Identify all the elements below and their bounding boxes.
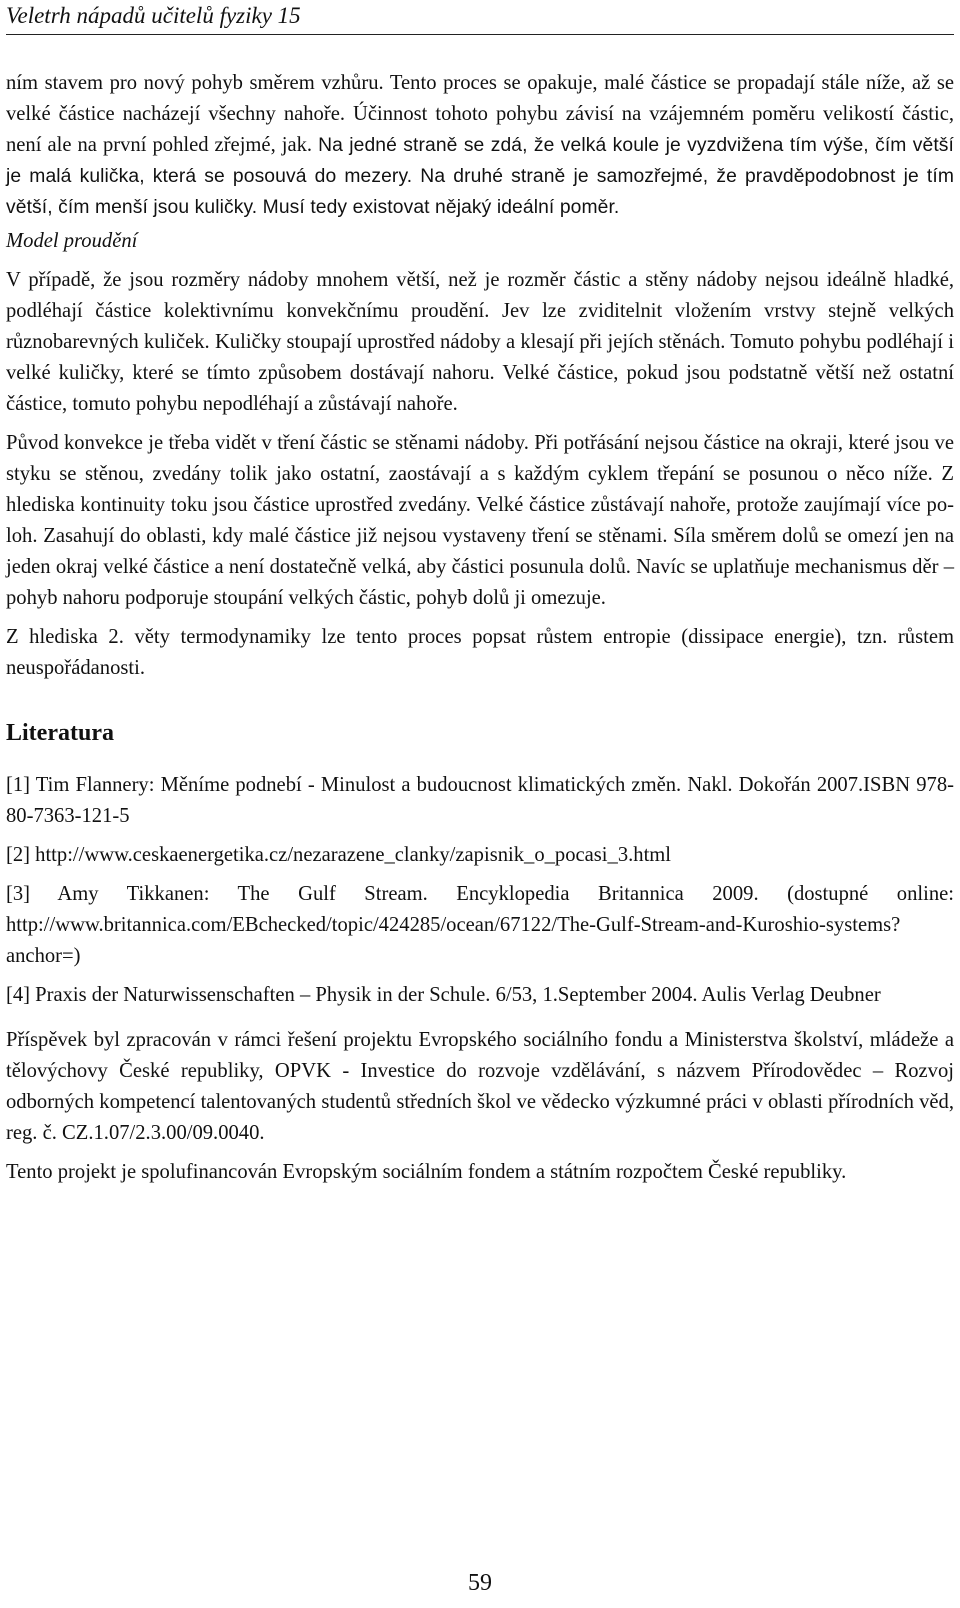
references-heading: Literatura [6,720,114,746]
reference-1: [1] Tim Flannery: Měníme podnebí - Minulost a budoucnost klimatických změn. Nakl. Dokořán 2007.ISBN 978-80-7363-121-5 [6,774,954,827]
paragraph-1-serif: ním stavem pro nový pohyb směrem vzhůru. Tento proces se opakuje, malé částice se propadají stále níže, až se velké částice nacházejí všechny nahoře. Účinnost tohoto pohybu závisí na vzájemném poměru velikostí částic, není ale na první pohled zřejmé, jak. [6,72,954,156]
reference-4: [4] Praxis der Naturwissenschaften – Physik in der Schule. 6/53, 1.September 2004. Aulis Verlag Deubner [6,984,881,1006]
section-subheading: Model proudění [6,230,138,252]
page-body [6,68,954,1188]
reference-2: [2] http://www.ceskaenergetika.cz/nezarazene_clanky/zapisnik_o_pocasi_3.html [6,844,672,866]
acknowledgement-1: Příspěvek byl zpracován v rámci řešení projektu Evropského sociálního fondu a Ministerstva školství, mládeže a tělovýchovy České republiky, OPVK - Investice do rozvoje vzdělávání, s názvem Přírodovědec – Rozvoj odborných kompetencí talentovaných studentů středních škol ve vědecko výzkumné práci v oblasti přírodních věd, reg. č. CZ.1.07/2.3.00/09.0040. [6,1029,954,1144]
paragraph-2: V případě, že jsou rozměry nádoby mnohem větší, než je rozměr částic a stěny nádoby nejsou ideálně hladké, podléhají částice kolektivnímu konvekčnímu proudění. Jev lze zviditelnit vložením vrstvy stejně velkých různobarevných kuliček. Kuličky stoupají uprostřed nádoby a klesají při jejích stěnách. Tomuto pohybu podléhají i velké kuličky, které se tímto způsobem dostávají nahoru. Velké částice, pokud jsou podstatně větší než ostatní částice, tomuto pohybu nepodléhají a zůstávají nahoře. [6,269,954,415]
running-header: Veletrh nápadů učitelů fyziky 15 [6,3,301,28]
paragraph-1 [6,68,954,223]
paragraph-4: Z hlediska 2. věty termodynamiky lze tento proces popsat růstem entropie (dissipace energie), tzn. růstem neuspořádanosti. [6,626,954,679]
paragraph-3: Původ konvekce je třeba vidět v tření částic se stěnami nádoby. Při potřásání nejsou částice na okraji, které jsou ve styku se stěnou, zvedány tolik jako ostatní, zaostávají a s každým cyklem třepání se posunou o něco níže. Z hlediska kontinuity toku jsou částice uprostřed zvedány. Velké částice zůstávají nahoře, protože zaujímají více poloh. Zasahují do oblasti, kdy malé částice již nejsou vystaveny tření se stěnami. Síla směrem dolů se omezí jen na jeden okraj velké částice a není dostatečně velká, aby částici posunula dolů. Navíc se uplatňuje mechanismus děr – pohyb nahoru podporuje stoupání velkých částic, pohyb dolů ji omezuje. [6,432,954,609]
paragraph-1-sans: Na jedné straně se zdá, že velká koule je vyzdvižena tím výše, čím větší je malá kulička, která se posouvá do mezery. Na druhé straně je samozřejmé, že pravděpodobnost je tím větší, čím menší jsou kuličky. Musí tedy existovat nějaký ideální poměr. [6,135,954,218]
header-divider [6,34,954,35]
reference-3: [3] Amy Tikkanen: The Gulf Stream. Encyklopedia Britannica 2009. (dostupné online: http://www.britannica.com/EBchecked/topic/424285/ocean/67122/The-Gulf-Stream-and-Kuroshio-systems?anchor=) [6,883,954,967]
acknowledgement-2: Tento projekt je spolufinancován Evropským sociálním fondem a státním rozpočtem České republiky. [6,1161,847,1183]
page-number: 59 [468,1570,492,1596]
